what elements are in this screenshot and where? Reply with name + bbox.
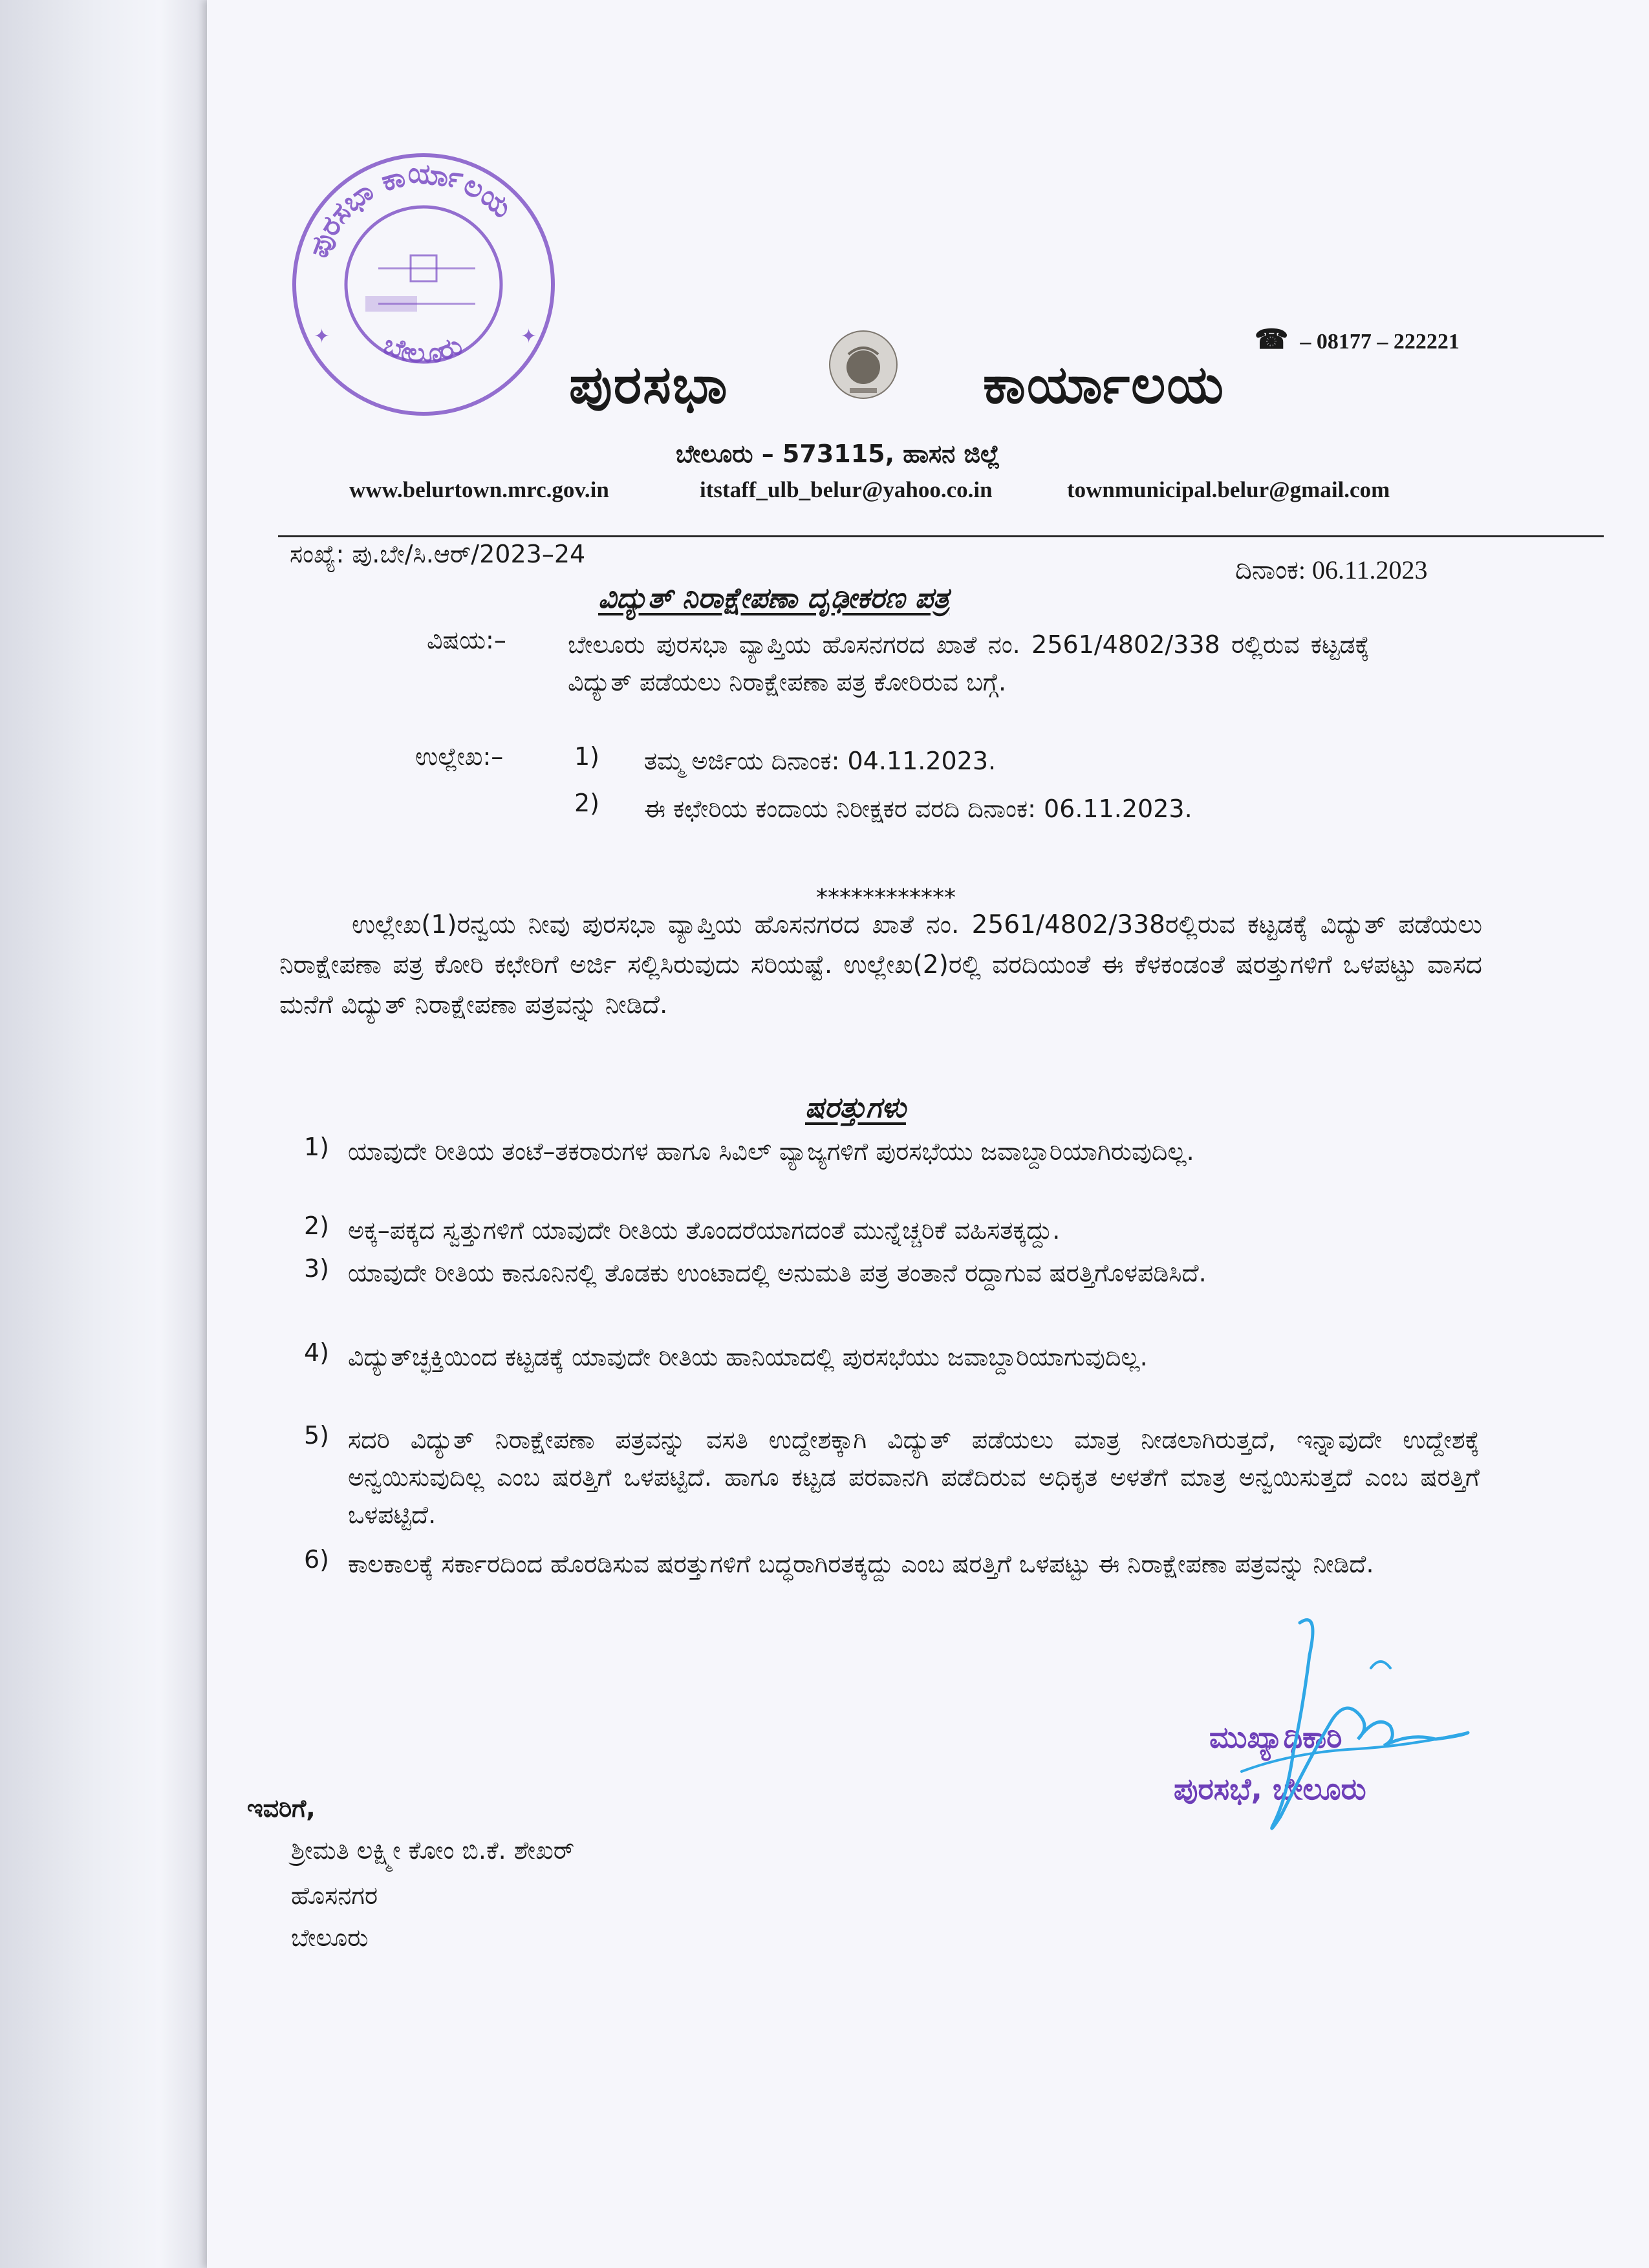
- conditions-heading: ಷರತ್ತುಗಳು: [805, 1091, 906, 1124]
- reference-item-number: 2): [574, 789, 600, 817]
- recipient-town: ಬೇಲೂರು: [291, 1923, 369, 1952]
- svg-text:✦: ✦: [521, 325, 537, 348]
- letter-date: ದಿನಾಂಕ: 06.11.2023: [1235, 555, 1428, 584]
- references-label: ಉಲ್ಲೇಖ:–: [415, 742, 504, 771]
- svg-text:ಪುರಸಭಾ ಕಾರ್ಯಾಲಯ: ಪುರಸಭಾ ಕಾರ್ಯಾಲಯ: [301, 156, 519, 262]
- condition-number: 6): [304, 1545, 330, 1574]
- phone-text: – 08177 – 222221: [1300, 330, 1460, 354]
- condition-number: 5): [304, 1421, 330, 1450]
- subject-label: ವಿಷಯ:–: [427, 626, 506, 654]
- recipient-locality: ಹೊಸನಗರ: [291, 1881, 378, 1910]
- reference-item-text: ತಮ್ಮ ಅರ್ಜಿಯ ದಿನಾಂಕ: 04.11.2023.: [644, 747, 997, 775]
- body-paragraph: ಉಲ್ಲೇಖ(1)ರನ್ವಯ ನೀವು ಪುರಸಭಾ ವ್ಯಾಪ್ತಿಯ ಹೊಸನಗರದ ಖಾತೆ ನಂ. 2561/4802/338ರಲ್ಲಿರುವ ಕಟ್ಟಡಕ್ಕೆ ವಿದ್ಯುತ್ ಪಡೆಯಲು ನಿರಾಕ್ಷೇಪಣಾ ಪತ್ರ ಕೋರಿ ಕಛೇರಿಗೆ ಅರ್ಜಿ ಸಲ್ಲಿಸಿರುವುದು ಸರಿಯಷ್ಟೆ. ಉಲ್ಲೇಖ(2)ರಲ್ಲಿ ವರದಿಯಂತೆ ಈ ಕೆಳಕಂಡಂತೆ ಷರತ್ತುಗಳಿಗೆ ಒಳಪಟ್ಟು ವಾಸದ ಮನೆಗೆ ವಿದ್ಯುತ್ ನಿರಾಕ್ಷೇಪಣಾ ಪತ್ರವನ್ನು ನೀಡಿದೆ.: [279, 910, 1482, 1020]
- office-seal-stamp: [288, 149, 559, 420]
- signatory-title-stamp: ಮುಖ್ಯಾಧಿಕಾರಿ: [1209, 1720, 1342, 1755]
- condition-text: ಅಕ್ಕ–ಪಕ್ಕದ ಸ್ವತ್ತುಗಳಿಗೆ ಯಾವುದೇ ರೀತಿಯ ತೊಂದರೆಯಾಗದಂತೆ ಮುನ್ನೆಚ್ಚರಿಕೆ ವಹಿಸತಕ್ಕದ್ದು.: [348, 1216, 1061, 1245]
- reference-item-text: ಈ ಕಛೇರಿಯ ಕಂದಾಯ ನಿರೀಕ್ಷಕರ ವರದಿ ದಿನಾಂಕ: 06.11.2023.: [644, 795, 1192, 823]
- separator-stars: ************: [816, 884, 956, 911]
- signatory-office-stamp: ಪುರಸಭೆ, ಬೇಲೂರು: [1174, 1771, 1366, 1806]
- condition-text: ಯಾವುದೇ ರೀತಿಯ ತಂಟೆ–ತಕರಾರುಗಳ ಹಾಗೂ ಸಿವಿಲ್ ವ್ಯಾಜ್ಯಗಳಿಗೆ ಪುರಸಭೆಯು ಜವಾಬ್ದಾರಿಯಾಗಿರುವುದಿಲ್ಲ.: [348, 1137, 1194, 1166]
- government-emblem-icon: [823, 328, 904, 405]
- office-address: ಬೇಲೂರು – 573115, ಹಾಸನ ಜಿಲ್ಲೆ: [676, 440, 1000, 468]
- subject-text: ಬೇಲೂರು ಪುರಸಭಾ ವ್ಯಾಪ್ತಿಯ ಹೊಸನಗರದ ಖಾತೆ ನಂ. 2561/4802/338 ರಲ್ಲಿರುವ ಕಟ್ಟಡಕ್ಕೆ ವಿದ್ಯುತ್ ಪಡೆಯಲು ನಿರಾಕ್ಷೇಪಣಾ ಪತ್ರ ಕೋರಿರುವ ಬಗ್ಗೆ.: [568, 630, 1370, 696]
- condition-number: 2): [304, 1212, 330, 1240]
- header-title-left: ಪುರಸಭಾ: [569, 354, 729, 416]
- email-yahoo: itstaff_ulb_belur@yahoo.co.in: [700, 477, 993, 502]
- header-divider: [278, 535, 1604, 537]
- svg-text:ಬೇಲೂರು: ಬೇಲೂರು: [379, 328, 467, 369]
- header-title-right: ಕಾರ್ಯಾಲಯ: [983, 354, 1225, 416]
- recipient-name: ಶ್ರೀಮತಿ ಲಕ್ಷ್ಮೀ ಕೋಂ ಬಿ.ಕೆ. ಶೇಖರ್: [291, 1836, 575, 1865]
- condition-text: ಸದರಿ ವಿದ್ಯುತ್ ನಿರಾಕ್ಷೇಪಣಾ ಪತ್ರವನ್ನು ವಸತಿ ಉದ್ದೇಶಕ್ಕಾಗಿ ವಿದ್ಯುತ್ ಪಡೆಯಲು ಮಾತ್ರ ನೀಡಲಾಗಿರುತ್ತದೆ, ಇನ್ನಾವುದೇ ಉದ್ದೇಶಕ್ಕೆ ಅನ್ವಯಿಸುವುದಿಲ್ಲ ಎಂಬ ಷರತ್ತಿಗೆ ಒಳಪಟ್ಟಿದೆ. ಹಾಗೂ ಕಟ್ಟಡ ಪರವಾನಗಿ ಪಡೆದಿರುವ ಅಧಿಕೃತ ಅಳತೆಗೆ ಮಾತ್ರ ಅನ್ವಯಿಸುತ್ತದೆ ಎಂಬ ಷರತ್ತಿಗೆ ಒಳಪಟ್ಟಿದೆ.: [348, 1426, 1480, 1529]
- email-gmail: townmunicipal.belur@gmail.com: [1067, 477, 1390, 502]
- recipient-heading: ಇವರಿಗೆ,: [247, 1794, 316, 1823]
- condition-number: 4): [304, 1338, 330, 1367]
- svg-text:✦: ✦: [314, 325, 330, 348]
- condition-number: 3): [304, 1254, 330, 1283]
- page-fold: [0, 0, 213, 2268]
- reference-number: ಸಂಖ್ಯೆ: ಪು.ಬೇ/ಸಿ.ಆರ್/2023–24: [290, 540, 586, 568]
- condition-text: ಯಾವುದೇ ರೀತಿಯ ಕಾನೂನಿನಲ್ಲಿ ತೊಡಕು ಉಂಟಾದಲ್ಲಿ ಅನುಮತಿ ಪತ್ರ ತಂತಾನೆ ರದ್ದಾಗುವ ಷರತ್ತಿಗೊಳಪಡಿಸಿದೆ.: [348, 1259, 1207, 1287]
- condition-text: ವಿದ್ಯುತ್‌ಚ್ಛಕ್ತಿಯಿಂದ ಕಟ್ಟಡಕ್ಕೆ ಯಾವುದೇ ರೀತಿಯ ಹಾನಿಯಾದಲ್ಲಿ ಪುರಸಭೆಯು ಜವಾಬ್ದಾರಿಯಾಗುವುದಿಲ್ಲ.: [348, 1343, 1148, 1371]
- handwritten-signature: [1164, 1603, 1487, 1849]
- reference-item-number: 1): [574, 742, 600, 771]
- website-link: www.belurtown.mrc.gov.in: [349, 477, 609, 502]
- telephone-icon: ☎: [1255, 325, 1289, 355]
- condition-text: ಕಾಲಕಾಲಕ್ಕೆ ಸರ್ಕಾರದಿಂದ ಹೊರಡಿಸುವ ಷರತ್ತುಗಳಿಗೆ ಬದ್ಧರಾಗಿರತಕ್ಕದ್ದು ಎಂಬ ಷರತ್ತಿಗೆ ಒಳಪಟ್ಟು ಈ ನಿರಾಕ್ಷೇಪಣಾ ಪತ್ರವನ್ನು ನೀಡಿದೆ.: [348, 1550, 1374, 1578]
- document-title: ವಿದ್ಯುತ್ ನಿರಾಕ್ಷೇಪಣಾ ದೃಢೀಕರಣ ಪತ್ರ: [598, 582, 950, 615]
- phone-number: [1255, 323, 1460, 356]
- condition-number: 1): [304, 1133, 330, 1161]
